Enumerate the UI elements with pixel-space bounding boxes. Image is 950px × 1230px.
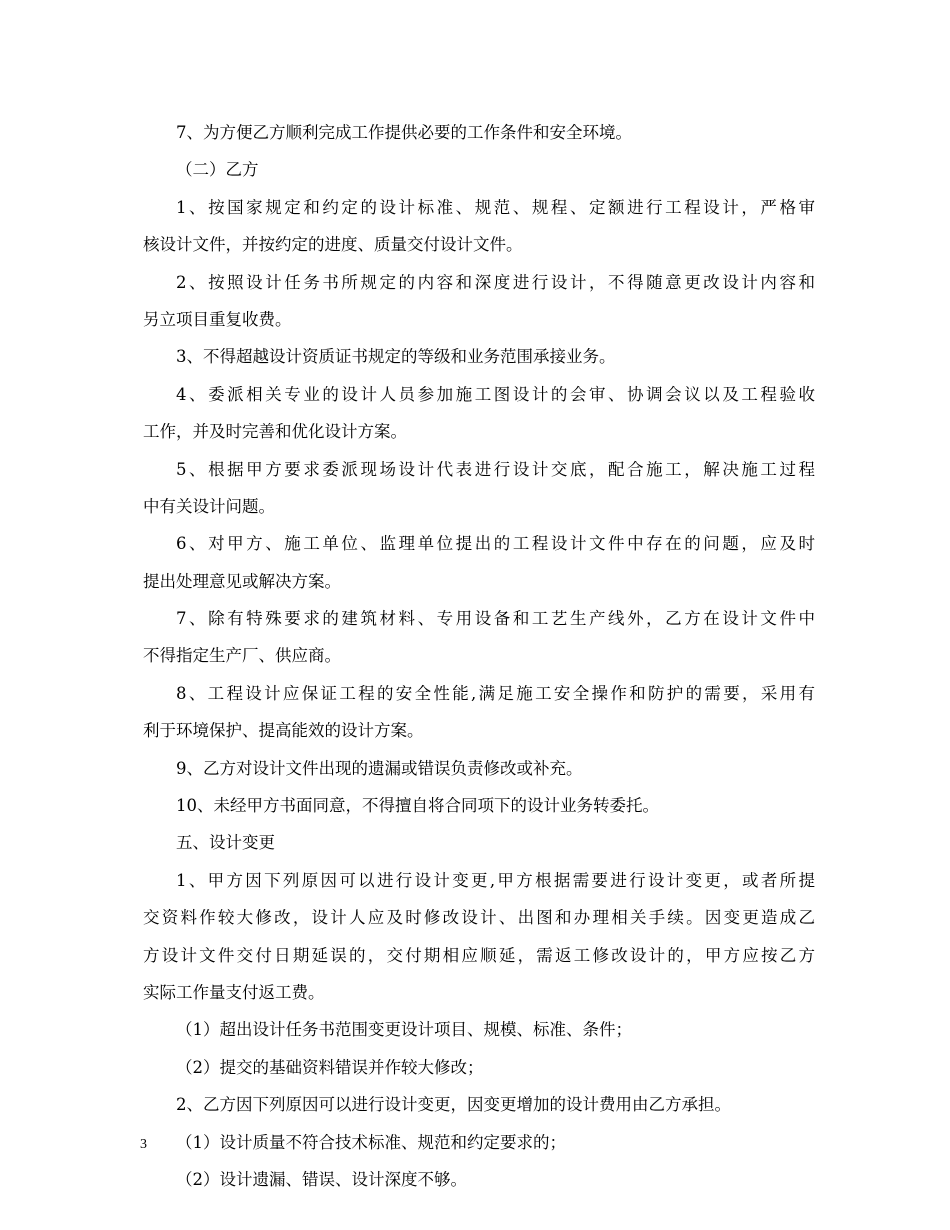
paragraph-line: 提出处理意见或解决方案。 [143,571,341,591]
paragraph-line: 实际工作量支付返工费。 [143,982,325,1002]
paragraph-line: 利于环境保护、提高能效的设计方案。 [143,721,424,741]
list-item: （2）设计遗漏、错误、设计深度不够。 [176,1169,467,1189]
paragraph-line: 10、未经甲方书面同意，不得擅自将合同项下的设计业务转委托。 [176,796,659,816]
list-item: （2）提交的基础资料错误并作较大修改； [176,1057,484,1077]
paragraph-line: 另立项目重复收费。 [143,309,292,329]
paragraph-line: 交资料作较大修改，设计人应及时修改设计、出图和办理相关手续。因变更造成乙 [143,908,815,928]
list-item: （1）设计质量不符合技术标准、规范和约定要求的； [176,1132,566,1152]
paragraph-line: 3、不得超越设计资质证书规定的等级和业务范围承接业务。 [176,347,616,367]
paragraph-line: 7、为方便乙方顺利完成工作提供必要的工作条件和安全环境。 [176,123,632,142]
page-number: 3 [140,1137,147,1152]
paragraph-line: 8、工程设计应保证工程的安全性能,满足施工安全操作和防护的需要，采用有 [176,683,815,703]
paragraph-line: 2、按照设计任务书所规定的内容和深度进行设计，不得随意更改设计内容和 [176,272,815,292]
section-heading: （二）乙方 [176,160,259,180]
paragraph-line: 1、按国家规定和约定的设计标准、规范、规程、定额进行工程设计，严格审 [176,197,815,217]
paragraph-line: 中有关设计问题。 [143,496,275,516]
paragraph-line: 1、甲方因下列原因可以进行设计变更,甲方根据需要进行设计变更，或者所提 [176,870,815,890]
paragraph-line: 7、除有特殊要求的建筑材料、专用设备和工艺生产线外，乙方在设计文件中 [176,609,815,629]
paragraph-line: 工作，并及时完善和优化设计方案。 [143,422,407,442]
paragraph-line: 方设计文件交付日期延误的，交付期相应顺延，需返工修改设计的，甲方应按乙方 [143,945,815,965]
body-text [143,114,815,1198]
list-item: （1）超出设计任务书范围变更设计项目、规模、标准、条件； [176,1020,632,1040]
section-heading: 五、设计变更 [176,833,275,853]
paragraph-line: 9、乙方对设计文件出现的遗漏或错误负责修改或补充。 [176,758,583,778]
paragraph-line: 4、委派相关专业的设计人员参加施工图设计的会审、协调会议以及工程验收 [176,384,815,404]
paragraph-line: 5、根据甲方要求委派现场设计代表进行设计交底，配合施工，解决施工过程 [176,459,815,479]
paragraph-line: 核设计文件，并按约定的进度、质量交付设计文件。 [143,235,523,255]
paragraph-line: 不得指定生产厂、供应商。 [143,646,341,666]
paragraph-line: 2、乙方因下列原因可以进行设计变更，因变更增加的设计费用由乙方承担。 [176,1095,731,1115]
paragraph-line: 6、对甲方、施工单位、监理单位提出的工程设计文件中存在的问题，应及时 [176,534,815,554]
